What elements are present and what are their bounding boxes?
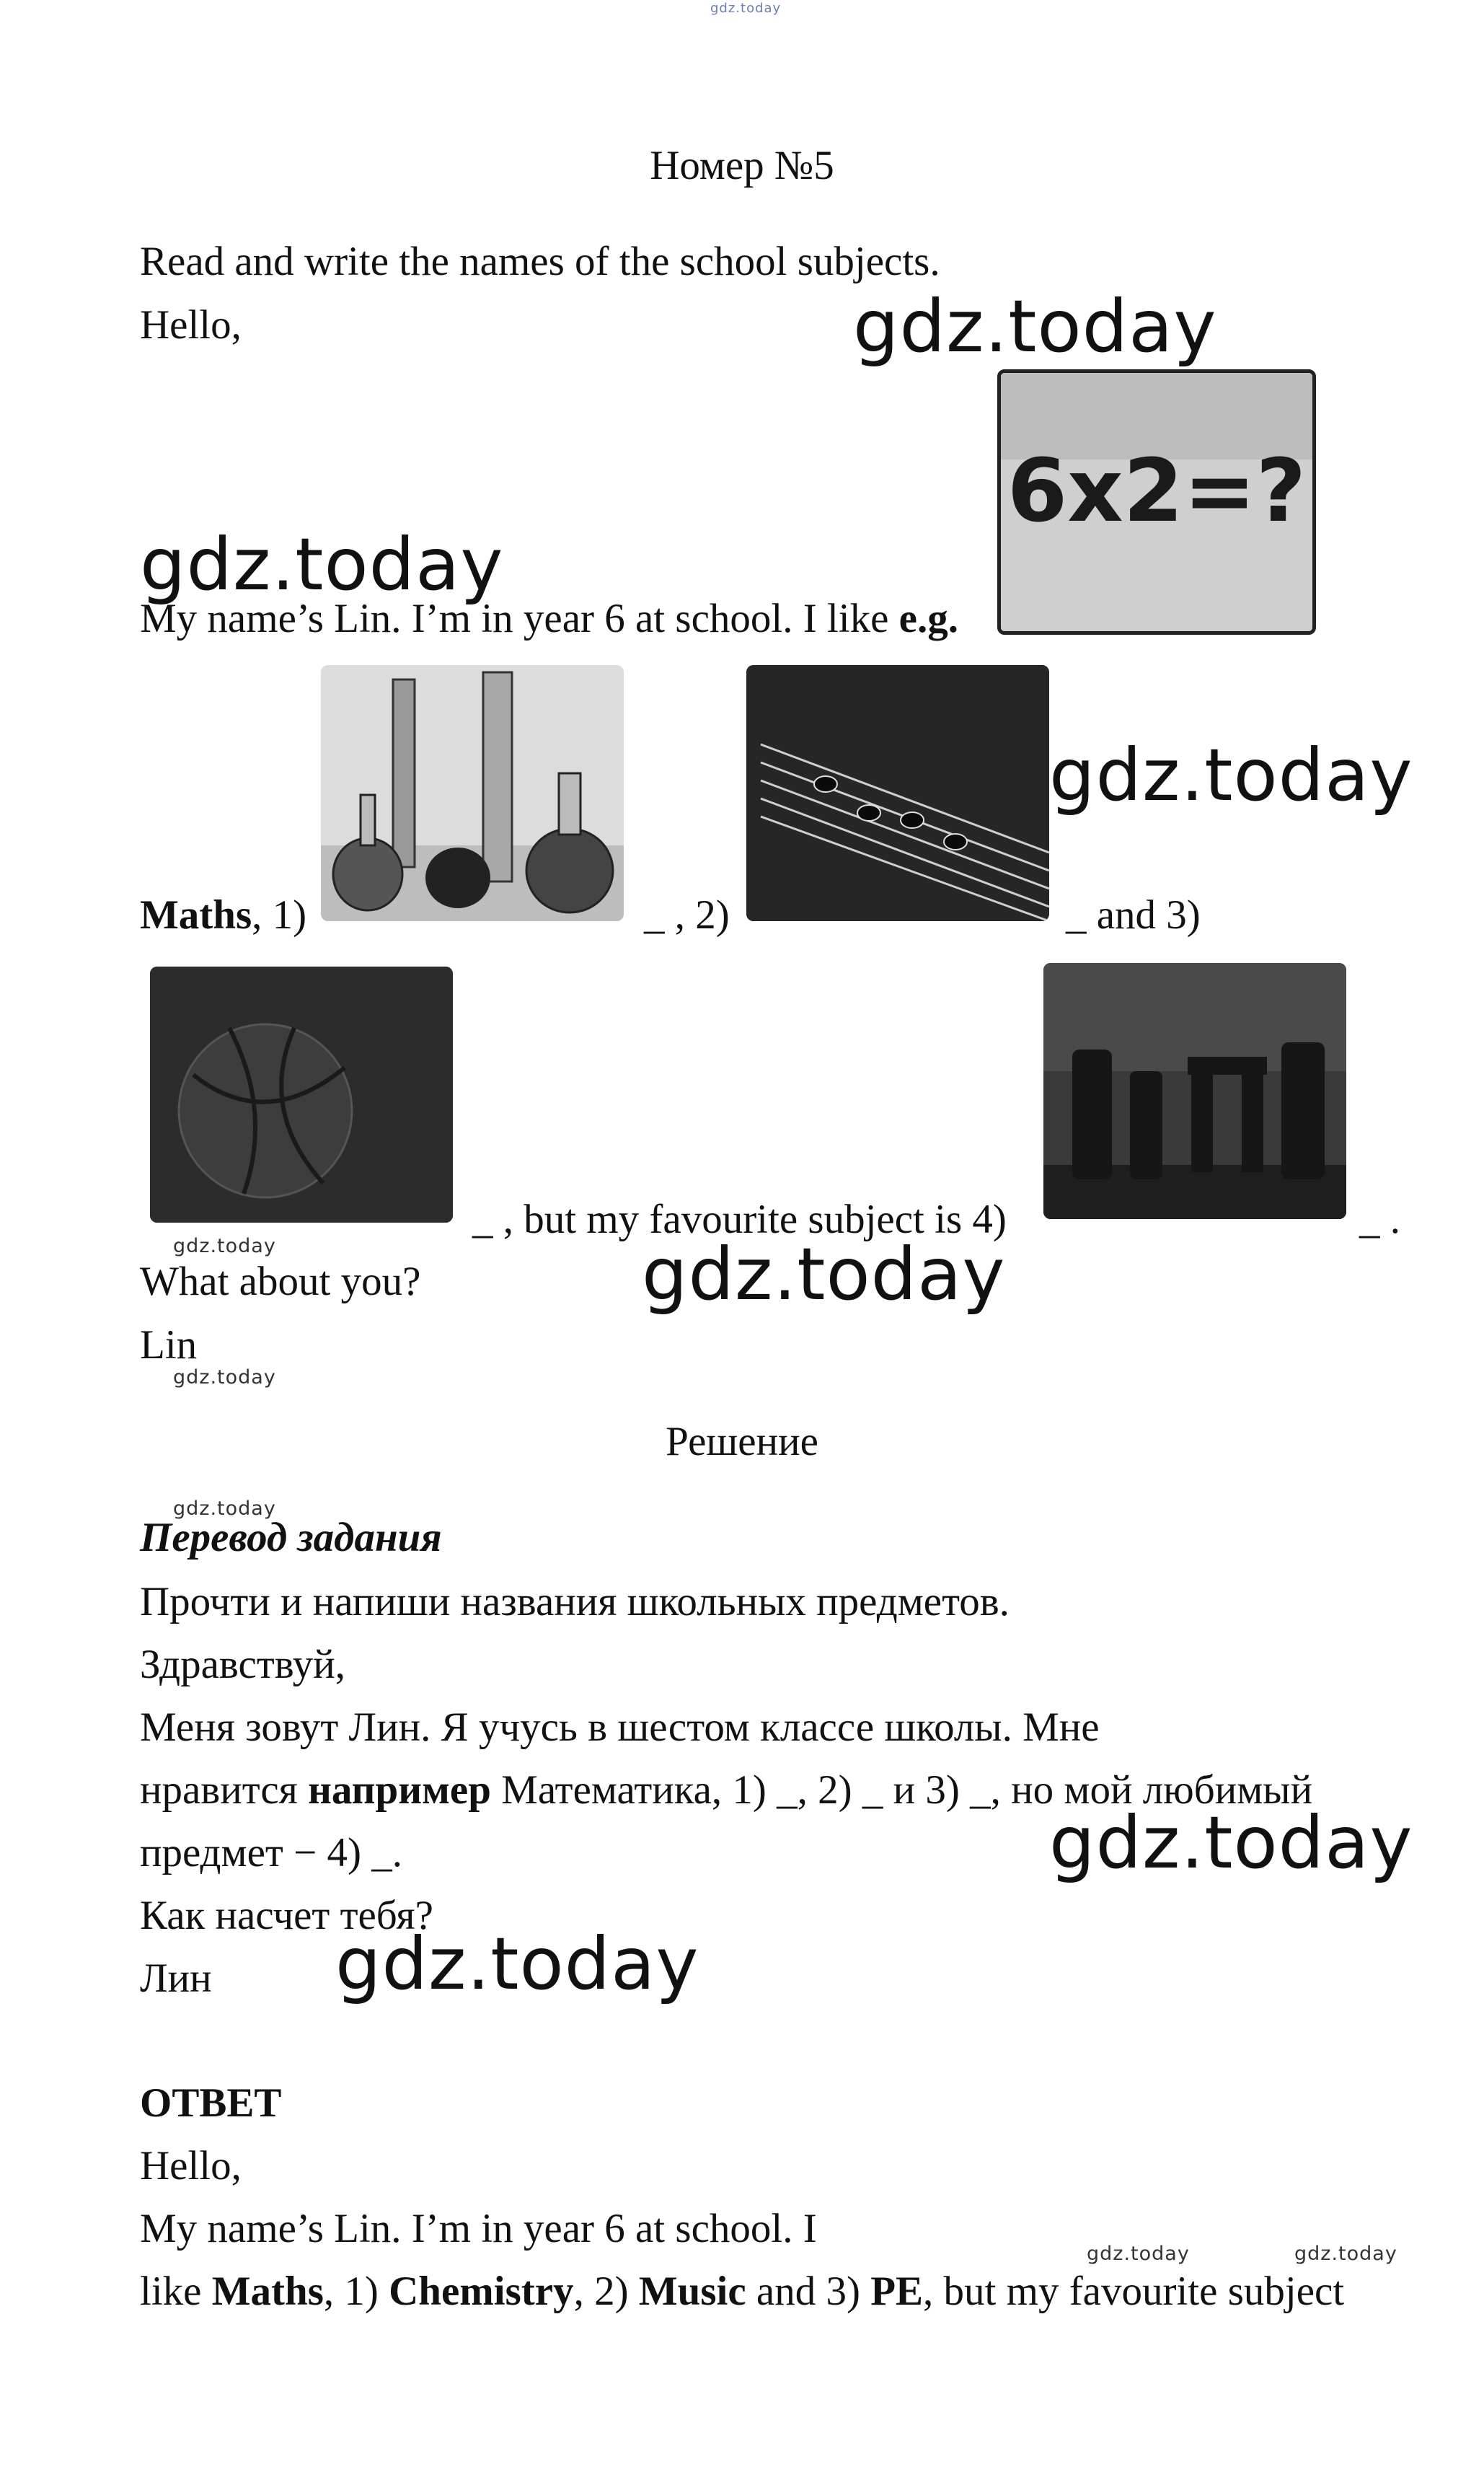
answer-l3g: and 3): [746, 2269, 871, 2314]
task-p1: , 1): [252, 892, 307, 938]
task-eg: e.g.: [898, 596, 958, 641]
translation-line3: Меня зовут Лин. Я учусь в шестом классе школы. Мне: [140, 1705, 1100, 1750]
watermark: gdz.today: [1049, 733, 1413, 817]
maths-picture: [997, 369, 1316, 635]
translation-line2: Здравствуй,: [140, 1642, 345, 1687]
watermark-small: gdz.today: [173, 1366, 276, 1389]
answer-line1: Hello,: [140, 2143, 242, 2189]
translation-line4c: Математика, 1) _, 2) _ и 3) _, но мой любимый: [490, 1767, 1313, 1813]
maths-picture-text: 6x2=?: [1007, 441, 1307, 542]
task-p5: _ .: [1359, 1197, 1400, 1242]
pe-picture: [150, 967, 453, 1223]
answer-l3a: like: [140, 2269, 212, 2314]
task-line2: [140, 889, 306, 941]
answer-line2: My name’s Lin. I’m in year 6 at school. I: [140, 2206, 817, 2251]
task-line1: [140, 593, 958, 645]
chemistry-picture-art: [321, 665, 624, 921]
answer-chemistry: Chemistry: [389, 2269, 574, 2314]
task-instruction: Read and write the names of the school subjects.: [140, 239, 940, 284]
answer-music: Music: [638, 2269, 746, 2314]
music-picture-art: [746, 665, 1049, 921]
watermark: gdz.today: [642, 1232, 1006, 1316]
answer-pe: PE: [870, 2269, 924, 2314]
music-picture: [746, 665, 1049, 921]
answer-maths: Maths: [211, 2269, 324, 2314]
watermark-top: gdz.today: [710, 1, 782, 16]
answer-line3: [140, 2266, 1344, 2318]
task-p2: _ , 2): [644, 892, 730, 938]
answer-l3e: , 2): [573, 2269, 639, 2314]
watermark-small: gdz.today: [1294, 2243, 1397, 2265]
watermark: gdz.today: [140, 522, 504, 607]
translation-line5: предмет − 4) _.: [140, 1830, 402, 1875]
task-sign: Lin: [140, 1322, 198, 1368]
translation-line4b: например: [308, 1767, 491, 1813]
watermark-small: gdz.today: [1087, 2243, 1190, 2265]
chemistry-picture: [321, 665, 624, 921]
pe-picture-art: [150, 967, 453, 1223]
translation-line1: Прочти и напиши названия школьных предметов.: [140, 1579, 1010, 1624]
translation-line4a: нравится: [140, 1767, 309, 1813]
task-maths: Maths: [140, 892, 252, 938]
page-title: Номер №5: [650, 143, 834, 188]
solution-heading: Решение: [666, 1419, 818, 1464]
watermark-small: gdz.today: [173, 1497, 276, 1520]
watermark: gdz.today: [1049, 1800, 1413, 1885]
answer-l3c: , 1): [323, 2269, 389, 2314]
translation-line6: Как насчет тебя?: [140, 1893, 433, 1938]
task-greeting: Hello,: [140, 302, 242, 348]
task-p3: _ and 3): [1066, 892, 1201, 938]
task-line1-text: My name’s Lin. I’m in year 6 at school. I like: [140, 596, 899, 641]
answer-l3i: , but my favourite subject: [923, 2269, 1345, 2314]
answer-heading: ОТВЕТ: [140, 2080, 282, 2126]
history-picture-art: [1043, 963, 1346, 1219]
translation-line7: Лин: [140, 1956, 212, 2001]
translation-heading: Перевод задания: [140, 1515, 442, 1560]
history-picture: [1043, 963, 1346, 1219]
watermark-small: gdz.today: [173, 1235, 276, 1257]
task-p4: _ , but my favourite subject is 4): [472, 1197, 1007, 1242]
watermark: gdz.today: [853, 284, 1217, 369]
task-what-about: What about you?: [140, 1259, 421, 1304]
maths-picture-art: [1001, 373, 1312, 631]
watermark: gdz.today: [335, 1922, 699, 2006]
